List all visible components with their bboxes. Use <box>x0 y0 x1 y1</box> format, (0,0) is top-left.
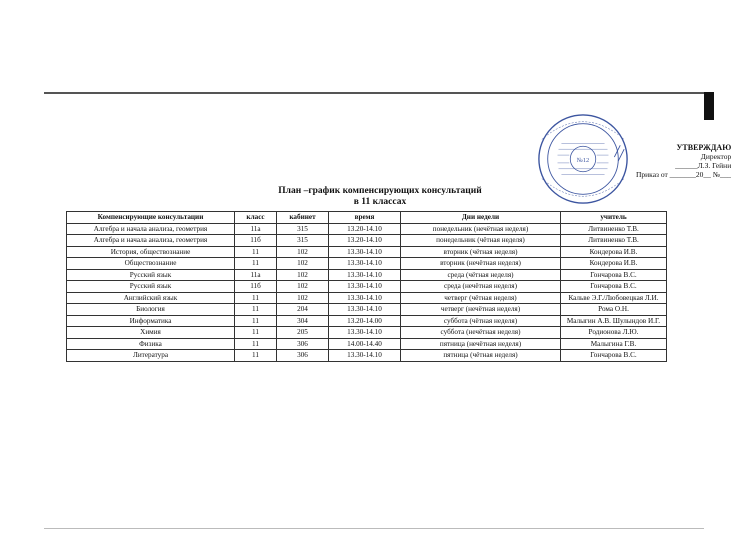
top-border-line <box>44 92 704 94</box>
header-cell: Дни недели <box>401 212 561 224</box>
table-cell: вторник (чётная неделя) <box>401 246 561 258</box>
table-cell: 13.30-14.10 <box>329 327 401 339</box>
table-cell: Обществознание <box>67 258 235 270</box>
table-cell: пятница (нечётная неделя) <box>401 338 561 350</box>
header-cell: учитель <box>561 212 667 224</box>
table-cell: 11 <box>235 350 277 362</box>
table-cell: 306 <box>277 338 329 350</box>
table-cell: понедельник (чётная неделя) <box>401 235 561 247</box>
table-cell: Рома О.Н. <box>561 304 667 316</box>
header-cell: класс <box>235 212 277 224</box>
stamp-number: №12 <box>576 156 590 164</box>
table-row <box>67 223 667 235</box>
table-cell: Гончарова В.С. <box>561 350 667 362</box>
document-title <box>200 186 560 208</box>
table-cell: 11 <box>235 315 277 327</box>
table-cell: Литвиненко Т.В. <box>561 235 667 247</box>
approval-signature: ______Л.З. Гейни <box>675 161 731 170</box>
table-cell: 306 <box>277 350 329 362</box>
table-cell: 315 <box>277 223 329 235</box>
table-cell: 11 <box>235 338 277 350</box>
table-cell: 102 <box>277 269 329 281</box>
table-cell: 11 <box>235 304 277 316</box>
table-cell: 13.30-14.10 <box>329 258 401 270</box>
table-row <box>67 304 667 316</box>
table-row <box>67 281 667 293</box>
table-cell: Родионова Л.Ю. <box>561 327 667 339</box>
approval-order: Приказ от _______20__ №___ <box>636 170 731 179</box>
table-cell: 13.30-14.10 <box>329 292 401 304</box>
table-cell: Физика <box>67 338 235 350</box>
table-cell: 13.30-14.10 <box>329 281 401 293</box>
header-cell: Компенсирующие консультации <box>67 212 235 224</box>
table-cell: 304 <box>277 315 329 327</box>
table-cell: 14.00-14.40 <box>329 338 401 350</box>
table-cell: четверг (чётная неделя) <box>401 292 561 304</box>
table-row <box>67 246 667 258</box>
table-cell: четверг (нечётная неделя) <box>401 304 561 316</box>
schedule-table <box>66 211 667 362</box>
table-cell: Литвиненко Т.В. <box>561 223 667 235</box>
table-cell: 11б <box>235 235 277 247</box>
table-cell: понедельник (нечётная неделя) <box>401 223 561 235</box>
table-cell: 11а <box>235 269 277 281</box>
table-cell: 13.30-14.10 <box>329 350 401 362</box>
table-cell: Малыгина Г.В. <box>561 338 667 350</box>
header-cell: кабинет <box>277 212 329 224</box>
approval-heading: УТВЕРЖДАЮ <box>676 143 731 152</box>
table-cell: 13.20-14.10 <box>329 235 401 247</box>
table-cell: пятница (чётная неделя) <box>401 350 561 362</box>
table-cell: 102 <box>277 246 329 258</box>
table-cell: 11а <box>235 223 277 235</box>
table-cell: Биология <box>67 304 235 316</box>
table-cell: 204 <box>277 304 329 316</box>
table-cell: Кальве Э.Г./Любовецкая Л.И. <box>561 292 667 304</box>
table-cell: Русский язык <box>67 269 235 281</box>
table-row <box>67 292 667 304</box>
table-cell: 102 <box>277 281 329 293</box>
title-line-2: в 11 классах <box>353 197 407 207</box>
table-cell: 13.20-14.00 <box>329 315 401 327</box>
table-cell: 11 <box>235 327 277 339</box>
table-row <box>67 315 667 327</box>
table-cell: суббота (нечётная неделя) <box>401 327 561 339</box>
approval-position: Директор <box>700 152 731 161</box>
table-cell: История, обществознание <box>67 246 235 258</box>
table-cell: 13.30-14.10 <box>329 246 401 258</box>
table-row <box>67 327 667 339</box>
table-cell: Гончарова В.С. <box>561 269 667 281</box>
table-cell: 102 <box>277 258 329 270</box>
table-cell: 315 <box>277 235 329 247</box>
table-cell: 11б <box>235 281 277 293</box>
table-cell: 205 <box>277 327 329 339</box>
table-cell: Английский язык <box>67 292 235 304</box>
table-row <box>67 269 667 281</box>
table-cell: 13.30-14.10 <box>329 304 401 316</box>
table-cell: Литература <box>67 350 235 362</box>
right-edge-bar <box>704 92 714 120</box>
table-cell: 11 <box>235 292 277 304</box>
table-cell: Алгебра и начала анализа, геометрия <box>67 223 235 235</box>
table-cell: 11 <box>235 258 277 270</box>
table-cell: Гончарова В.С. <box>561 281 667 293</box>
table-cell: Кондерова И.В. <box>561 246 667 258</box>
table-row <box>67 350 667 362</box>
table-cell: 13.30-14.10 <box>329 269 401 281</box>
bottom-rule <box>44 528 704 529</box>
table-cell: Малыгин А.В. Шулындов И.Г. <box>561 315 667 327</box>
table-cell: среда (нечётная неделя) <box>401 281 561 293</box>
table-cell: Информатика <box>67 315 235 327</box>
table-cell: Алгебра и начала анализа, геометрия <box>67 235 235 247</box>
table-cell: Кондерова И.В. <box>561 258 667 270</box>
table-header-row <box>67 212 667 224</box>
table-cell: Химия <box>67 327 235 339</box>
approval-block <box>636 143 731 179</box>
table-cell: Русский язык <box>67 281 235 293</box>
header-cell: время <box>329 212 401 224</box>
table-cell: 13.20-14.10 <box>329 223 401 235</box>
table-row <box>67 338 667 350</box>
table-row <box>67 258 667 270</box>
table-cell: вторник (нечётная неделя) <box>401 258 561 270</box>
table-cell: 11 <box>235 246 277 258</box>
table-cell: суббота (чётная неделя) <box>401 315 561 327</box>
table-cell: 102 <box>277 292 329 304</box>
title-line-1: План –график компенсирующих консультаций <box>278 186 482 196</box>
table-cell: среда (чётная неделя) <box>401 269 561 281</box>
table-row <box>67 235 667 247</box>
